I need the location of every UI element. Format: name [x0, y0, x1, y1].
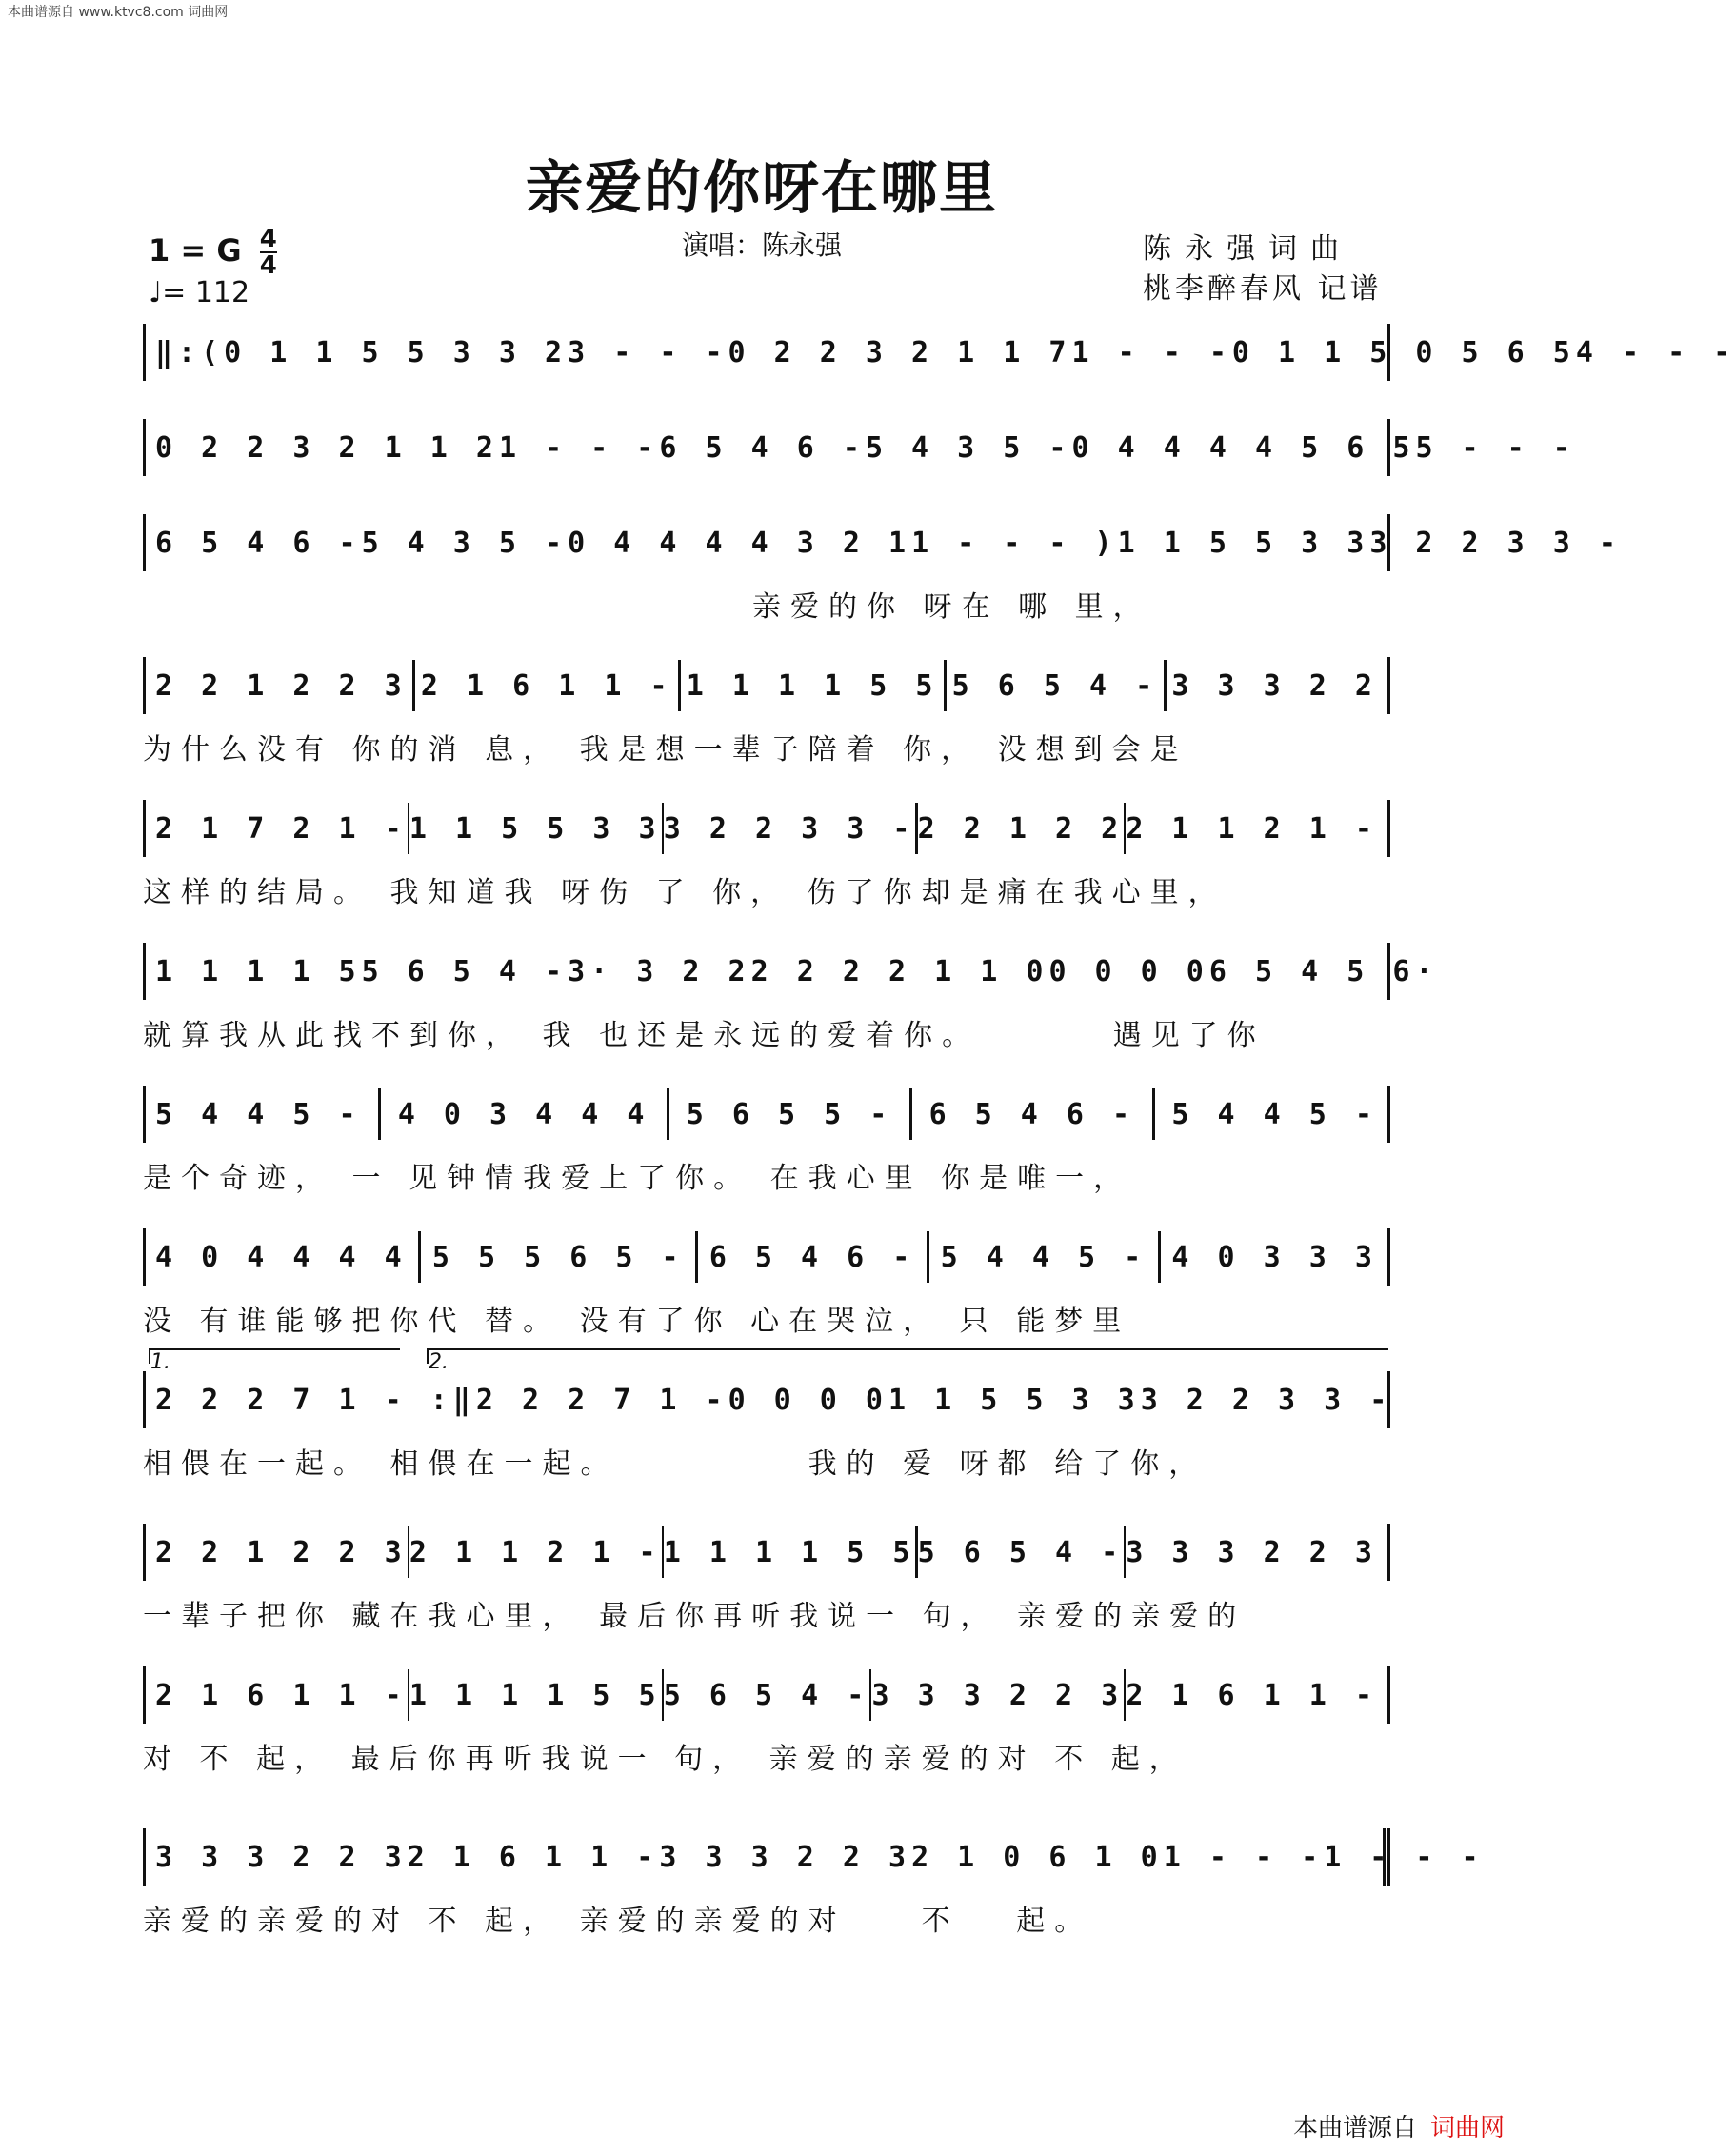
measure: 1 - - - [498, 430, 660, 465]
notes-line [146, 1228, 1387, 1286]
measure: 2 2 2 7 1 - :‖ [155, 1383, 476, 1417]
lyric-line: 是个奇迹， 一 见钟情我爱上了你。 在我心里 你是唯一， [143, 1162, 1132, 1195]
score-row [143, 1828, 1485, 1886]
measure: 5 6 5 5 - [686, 1097, 893, 1131]
measure: 2 2 2 7 1 - [475, 1383, 728, 1417]
footer-source: 本曲谱源自 [1292, 2114, 1417, 2143]
measure: 1 1 1 1 5 [155, 954, 362, 988]
measure: 2 1 6 1 1 - [1126, 1678, 1378, 1712]
measure: 1 1 1 1 5 5 [663, 1535, 916, 1569]
measure: 5 6 5 4 - [663, 1678, 870, 1712]
measure: 2 1 1 2 1 - [409, 1535, 662, 1569]
notes-line [146, 1371, 1393, 1428]
measure: 6 5 4 6 - [155, 526, 362, 560]
measure: 2 2 1 2 2 [917, 811, 1125, 846]
measure: 5 4 4 5 - [155, 1097, 362, 1131]
measure: 1 - - - [1324, 1840, 1485, 1874]
measure: 2 1 6 1 1 - [155, 1678, 408, 1712]
notes-line [146, 419, 1576, 476]
barline [944, 660, 947, 711]
lyric-line: 就算我从此找不到你， 我 也还是永远的爱着你。 遇见了你 [143, 1019, 1266, 1052]
song-title: 亲爱的你呀在哪里 [526, 155, 998, 222]
tempo-marking: ♩= 112 [149, 276, 250, 309]
watermark-text: 本曲谱源自 www.ktvc8.com 词曲网 [8, 5, 229, 20]
measure: 2 1 1 2 1 - [1126, 811, 1378, 846]
singer-credit: 演唱：陈永强 [682, 229, 843, 261]
measure: 6 5 4 6 - [659, 430, 866, 465]
measure: 6 5 4 6 - [708, 1240, 916, 1274]
notes-line [146, 943, 1439, 1000]
measure: 5 6 5 4 - [951, 668, 1159, 703]
barline [412, 660, 415, 711]
barline [418, 1231, 421, 1283]
measure: 3 2 2 3 3 - [1140, 1383, 1393, 1417]
score-row [143, 1228, 1390, 1286]
notes-line [146, 1666, 1387, 1724]
measure: 0 2 2 3 2 1 1 7 [728, 335, 1072, 369]
lyric-line: 对 不 起， 最后你再听我说一 句， 亲爱的亲爱的对 不 起， [143, 1743, 1187, 1776]
lyric-line: 为什么没有 你的消 息， 我是想一辈子陪着 你， 没想到会是 [143, 733, 1188, 767]
notes-line [146, 1524, 1387, 1581]
volta-second-label: 2. [429, 1350, 449, 1374]
lyric-line: 亲爱的你 呀在 哪 里， [143, 590, 1151, 624]
measure: 0 2 2 3 2 1 1 2 [155, 430, 499, 465]
measure: 2 2 1 2 2 3 [155, 1535, 408, 1569]
measure: 0 0 0 0 [1048, 954, 1209, 988]
measure: 3 3 3 2 2 [1171, 668, 1378, 703]
score-row [143, 1086, 1390, 1143]
measure: 0 1 1 5 0 5 6 5 [1231, 335, 1576, 369]
measure: 1 1 5 5 3 3 [409, 811, 662, 846]
measure: 3 3 3 2 2 3 [155, 1840, 408, 1874]
measure: 2 1 0 6 1 0 [911, 1840, 1164, 1874]
measure: 3 3 3 2 2 3 [871, 1678, 1125, 1712]
barline [667, 1088, 669, 1140]
score-row [143, 419, 1576, 476]
measure: 5 6 5 4 - [917, 1535, 1125, 1569]
measure: 3 2 2 3 3 - [1369, 526, 1622, 560]
measure: 1 1 1 1 5 5 [409, 1678, 662, 1712]
measure: 1 - - - [1163, 1840, 1325, 1874]
measure: 3 3 3 2 2 3 [1126, 1535, 1378, 1569]
measure: 4 0 4 4 4 4 [155, 1240, 408, 1274]
key-signature [149, 227, 277, 278]
key-label: 1 = G [149, 232, 242, 269]
footer-credit [1293, 2108, 1505, 2144]
time-signature-top: 4 [259, 225, 277, 253]
barline [909, 1088, 912, 1140]
volta-first-ending [149, 1348, 400, 1374]
measure: 3· 3 2 2 [568, 954, 751, 988]
measure: 5 4 3 5 - [361, 526, 569, 560]
notes-line [146, 1828, 1485, 1886]
notes-line [146, 657, 1387, 714]
barline [1152, 1088, 1155, 1140]
notes-line [146, 514, 1622, 571]
measure: 2 1 7 2 1 - [155, 811, 408, 846]
barline [1158, 1231, 1161, 1283]
measure: 3 - - - [568, 335, 728, 369]
measure: 2 1 6 1 1 - [407, 1840, 660, 1874]
measure: 5 4 3 5 - [865, 430, 1072, 465]
measure: 2 2 1 2 2 3 [155, 668, 408, 703]
measure: 0 4 4 4 4 5 6 5 [1071, 430, 1416, 465]
measure: 1 1 5 5 3 3 [1117, 526, 1370, 560]
time-signature-bottom: 4 [259, 251, 277, 280]
measure: 1 1 5 5 3 3 [888, 1383, 1141, 1417]
volta-first-label: 1. [150, 1350, 170, 1374]
measure: 5 4 4 5 - [940, 1240, 1147, 1274]
lyric-line: 亲爱的亲爱的对 不 起， 亲爱的亲爱的对 不 起。 [143, 1905, 1093, 1938]
measure: 6 5 4 5 6· [1208, 954, 1439, 988]
barline [378, 1088, 381, 1140]
measure: 1 1 1 1 5 5 [686, 668, 939, 703]
score-row [143, 1371, 1393, 1428]
notes-line [146, 1086, 1387, 1143]
measure: 1 - - - ) [911, 526, 1118, 560]
measure: 4 - - - [1575, 335, 1736, 369]
barline [695, 1231, 698, 1283]
notes-line [146, 800, 1387, 857]
score-row [143, 1524, 1390, 1581]
measure: 0 4 4 4 4 3 2 1 [568, 526, 912, 560]
score-row [143, 324, 1736, 381]
measure: 3 2 2 3 3 - [663, 811, 916, 846]
barline [927, 1231, 929, 1283]
measure: 5 6 5 4 - [361, 954, 569, 988]
lyric-line: 一辈子把你 藏在我心里， 最后你再听我说一 句， 亲爱的亲爱的 [143, 1600, 1247, 1633]
measure: 2 2 2 2 1 1 0 [750, 954, 1049, 988]
measure: 2 1 6 1 1 - [420, 668, 673, 703]
measure: ‖:(0 1 1 5 5 3 3 2 [155, 335, 569, 369]
measure: 0 0 0 0 [728, 1383, 888, 1417]
barline [1164, 660, 1167, 711]
lyric-line: 没 有谁能够把你代 替。 没有了你 心在哭泣， 只 能梦里 [143, 1305, 1131, 1338]
transcriber-credit: 桃李醉春风 记谱 [1143, 272, 1383, 306]
score-row [143, 514, 1622, 571]
measure: 6 5 4 6 - [928, 1097, 1136, 1131]
measure: 4 0 3 3 3 [1171, 1240, 1378, 1274]
measure: 3 3 3 2 2 3 [659, 1840, 912, 1874]
lyric-line: 相偎在一起。 相偎在一起。 我的 爱 呀都 给了你， [143, 1447, 1207, 1481]
lyric-line: 这样的结局。 我知道我 呀伤 了 你， 伤了你却是痛在我心里， [143, 876, 1227, 909]
barline [678, 660, 681, 711]
score-row [143, 657, 1390, 714]
measure: 5 4 4 5 - [1171, 1097, 1378, 1131]
volta-second-ending [427, 1348, 1388, 1374]
measure: 5 5 5 6 5 - [431, 1240, 685, 1274]
measure: 5 - - - [1415, 430, 1576, 465]
score-row [143, 800, 1390, 857]
score-row [143, 1666, 1390, 1724]
footer-site: 词曲网 [1429, 2114, 1505, 2143]
composer-credit: 陈永强词曲 [1143, 232, 1352, 266]
time-signature [260, 227, 277, 278]
score-row [143, 943, 1439, 1000]
measure: 4 0 3 4 4 4 [397, 1097, 650, 1131]
measure: 1 - - - [1071, 335, 1232, 369]
notes-line [146, 324, 1736, 381]
